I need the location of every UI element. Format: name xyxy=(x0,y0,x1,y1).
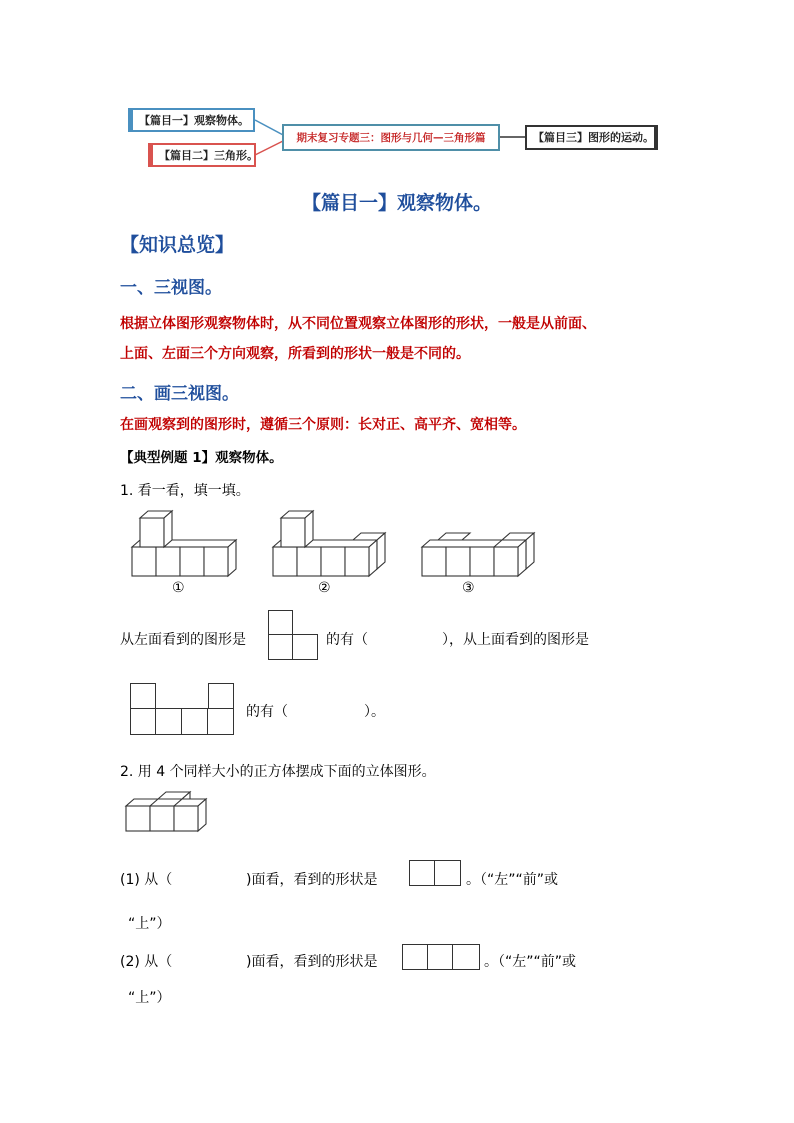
q2-cube-figure xyxy=(120,788,220,838)
answer-blank-4[interactable] xyxy=(178,948,244,968)
view-shape-two-squares xyxy=(409,860,461,886)
mindmap-branch-3: 【篇目三】图形的运动。 xyxy=(525,125,658,150)
figure-label-2: ② xyxy=(318,580,331,596)
left-view-shape xyxy=(268,610,318,660)
mindmap-branch-2: 【篇目二】三角形。 xyxy=(148,143,256,167)
q1-line1-mid: 的有（ xyxy=(326,632,368,648)
q2b-tail: “上”） xyxy=(128,990,171,1006)
figure-label-3: ③ xyxy=(462,580,475,596)
q2a-pre: (1) 从（ xyxy=(120,872,173,888)
part1-text-line2: 上面、左面三个方向观察，所看到的形状一般是不同的。 xyxy=(120,346,470,362)
example-title: 【典型例题 1】观察物体。 xyxy=(120,450,283,466)
q2b-pre: (2) 从（ xyxy=(120,954,173,970)
cube-figure-2 xyxy=(273,511,385,576)
q2a-mid: )面看，看到的形状是 xyxy=(246,872,378,888)
section-title: 【篇目一】观察物体。 xyxy=(301,192,492,214)
top-view-shape xyxy=(130,683,234,735)
view-shape-three-squares xyxy=(402,944,480,970)
q1-prompt: 1. 看一看，填一填。 xyxy=(120,483,250,499)
cube-figure-1 xyxy=(132,511,236,576)
answer-blank-3[interactable] xyxy=(178,866,244,886)
q1-line2-end: ）。 xyxy=(364,704,385,720)
part2-text: 在画观察到的图形时，遵循三个原则：长对正、高平齐、宽相等。 xyxy=(120,417,526,433)
overview-title: 【知识总览】 xyxy=(120,234,235,256)
q1-line1-post: ），从上面看到的图形是 xyxy=(442,632,589,648)
answer-blank-2[interactable] xyxy=(290,698,362,718)
cube-figure-3 xyxy=(422,533,534,576)
q2-prompt: 2. 用 4 个同样大小的正方体摆成下面的立体图形。 xyxy=(120,764,436,780)
part1-heading: 一、三视图。 xyxy=(120,278,222,298)
part2-heading: 二、画三视图。 xyxy=(120,384,239,404)
q2b-mid: )面看，看到的形状是 xyxy=(246,954,378,970)
mindmap-branch-1: 【篇目一】观察物体。 xyxy=(128,108,255,132)
answer-blank-1[interactable] xyxy=(370,626,442,646)
q2b-post: 。（“左”“前”或 xyxy=(484,954,577,970)
figure-label-1: ① xyxy=(172,580,185,596)
q1-line2-post: 的有（ xyxy=(246,704,288,720)
q2a-tail: “上”） xyxy=(128,916,171,932)
q2a-post: 。（“左”“前”或 xyxy=(466,872,559,888)
part1-text-line1: 根据立体图形观察物体时，从不同位置观察立体图形的形状，一般是从前面、 xyxy=(120,316,596,332)
mindmap-center-topic: 期末复习专题三：图形与几何—三角形篇 xyxy=(282,124,500,151)
q1-line1-pre: 从左面看到的图形是 xyxy=(120,632,246,648)
